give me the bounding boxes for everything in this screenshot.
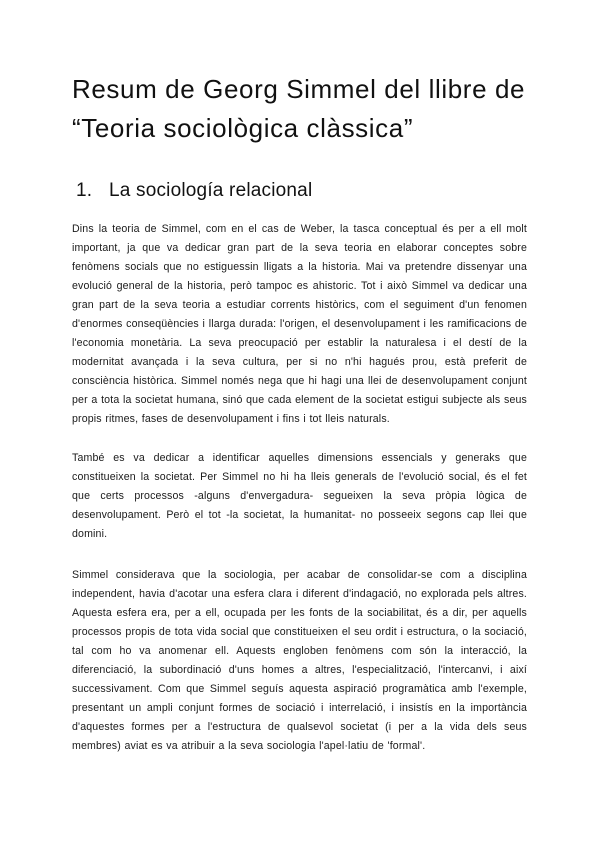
section-heading [76,177,312,205]
paragraph: Simmel considerava que la sociologia, per acabar de consolidar-se com a disciplina independent, havia d'acotar una esfera clara i diferent d'indagació, no explorada pels altres. Aquesta esfera era, per a ell, ocupada per les fonts de la sociabilitat, és a dir, per aquells processos propis de tota vida social que constitueixen el seu ordit i estructura, o la sociació, tal com ho va anomenar ell. Aquests engloben fenòmens com són la interacció, la diferenciació, la subordinació d'uns homes a altres, l'especialització, l'intercanvi, i així successivament. Com que Simmel seguís aquesta aspiració programàtica amb l'exemple, presentant un ampli conjunt formes de sociació i interrelació, i insistís en la importància d'aquestes formes per a l'estructura de qualsevol societat (i per a la vida dels seus membres) aviat es va atribuir a la seva sociologia l'apel·latiu de 'formal'. [72,569,527,752]
section-heading-text: La sociología relacional [109,180,313,201]
section-number: 1. [76,180,93,201]
document-title: Resum de Georg Simmel del llibre de “Teoria sociològica clàssica” [72,74,526,143]
paragraph: Dins la teoria de Simmel, com en el cas de Weber, la tasca conceptual és per a ell molt important, ja que va dedicar gran part de la seva teoria en elaborar conceptes sobre fenòmens socials que no estiguessin lligats a la historia. Mai va pretendre dissenyar una evolució general de la historia, però tampoc es ahistoric. Tot i això Simmel va dedicar una gran part de la seva teoria a estudiar corrents històrics, com el seguiment d'un fenomen d'enormes conseqüències i llarga durada: l'origen, el desenvolupament i les ramificacions de l'economia monetària. La seva preocupació per establir la naturalesa i el destí de la modernitat avançada i la seva cultura, per si no n'hi hagués prou, està preferit de consciència històrica. Simmel només nega que hi hagi una llei de desenvolupament conjunt per a tota la societat humana, sinó que cada element de la societat estigui subjecte als seus propis ritmes, fases de desenvolupament i fins i tot lleis naturals. [72,223,527,425]
paragraph: També es va dedicar a identificar aquelles dimensions essencials y generaks que constitueixen la societat. Per Simmel no hi ha lleis generals de l'evolució social, és el fet que certs processos -alguns d'envergadura- segueixen la seva pròpia lògica de desenvolupament. Però el tot -la societat, la humanitat- no posseeix segons cap llei que domini. [72,452,527,540]
